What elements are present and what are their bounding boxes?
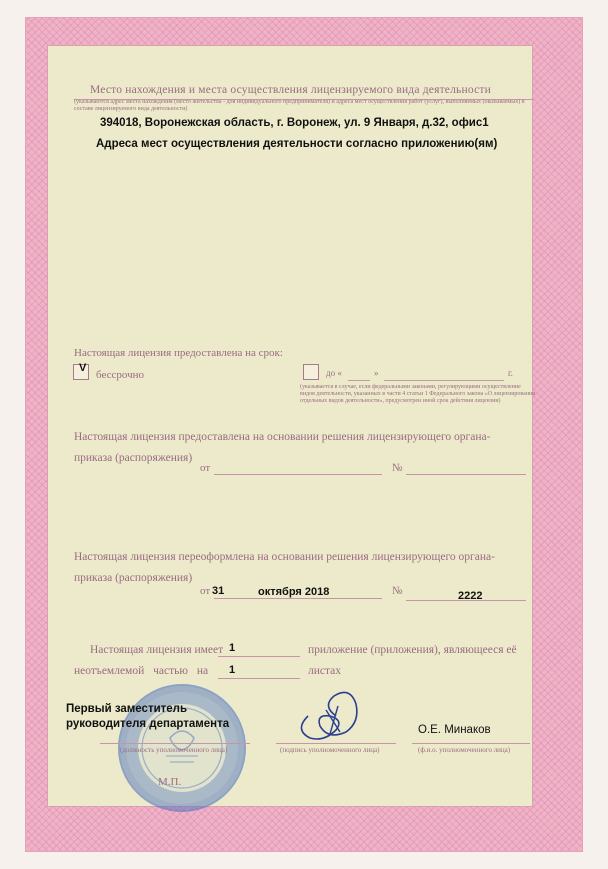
name-line xyxy=(412,743,530,744)
appendix-line2-a: неотъемлемой частью на xyxy=(74,665,209,677)
appendix-count: 1 xyxy=(229,642,236,654)
until-year-suffix: г. xyxy=(508,368,513,378)
reissue-day: 31 xyxy=(212,585,225,597)
until-note: (указывается в случае, если федеральными законами, регулирующими осуществление видов деятельности, указанных в части 4 статьи 1 Федерального закона «О лицензировании отдельных видов деятельности», предусмотрен иной срок действия лицензии) xyxy=(300,384,536,404)
basis-number: № xyxy=(392,462,403,474)
basis-number-line xyxy=(406,474,526,475)
reissue-date-line xyxy=(214,598,382,599)
appendix-count-line xyxy=(218,656,300,657)
basis-date-line xyxy=(214,474,382,475)
signature-line xyxy=(276,743,396,744)
basis-line1: Настоящая лицензия предоставлена на основании решения лицензирующего органа- xyxy=(74,431,491,443)
places-address: Адреса мест осуществления деятельности согласно приложению(ям) xyxy=(96,138,498,150)
seal-place-label: М.П. xyxy=(158,776,182,788)
term-label: Настоящая лицензия предоставлена на срок: xyxy=(74,347,283,359)
appendix-sheets-line xyxy=(218,678,300,679)
appendix-line1-a: Настоящая лицензия имеет xyxy=(90,644,224,656)
signer-name: О.Е. Минаков xyxy=(418,724,491,736)
signature-caption: (подпись уполномоченного лица) xyxy=(280,746,380,754)
until-day-line xyxy=(348,380,370,381)
basis-from: от xyxy=(200,462,211,474)
position-caption: (должность уполномоченного лица) xyxy=(120,746,228,754)
indefinite-label: бессрочно xyxy=(96,369,145,381)
until-mid: » xyxy=(374,368,379,378)
until-date-line xyxy=(384,380,504,381)
header-title: Место нахождения и места осуществления лицензируемого вида деятельности xyxy=(90,84,491,96)
name-caption: (ф.и.о. уполномоченного лица) xyxy=(418,746,511,754)
reissue-month-year: октября 2018 xyxy=(258,586,330,598)
until-checkbox[interactable] xyxy=(303,364,319,380)
reissue-number-line xyxy=(406,600,526,601)
position-line xyxy=(100,743,250,744)
appendix-line1-b: приложение (приложения), являющееся её xyxy=(308,644,517,656)
basis-line2: приказа (распоряжения) xyxy=(74,452,193,464)
reissue-order-no: 2222 xyxy=(458,590,483,602)
reissue-number: № xyxy=(392,585,403,597)
reissue-line2: приказа (распоряжения) xyxy=(74,572,193,584)
check-mark: V xyxy=(79,362,87,374)
main-address: 394018, Воронежская область, г. Воронеж, ул. 9 Января, д.32, офис1 xyxy=(100,117,489,129)
reissue-from: от xyxy=(200,585,211,597)
reissue-line1: Настоящая лицензия переоформлена на основании решения лицензирующего органа- xyxy=(74,551,495,563)
handwritten-signature xyxy=(286,680,376,750)
appendix-line2-b: листах xyxy=(308,665,342,677)
appendix-sheets: 1 xyxy=(229,664,236,676)
header-note: (указываются адрес места нахождения (место жительства - для индивидуального предпринимателя) и адреса мест осуществления работ (услуг), выполняемых (оказываемых) в составе лицензируемого вида деятельности) xyxy=(74,99,525,112)
until-prefix: до « xyxy=(326,368,342,378)
signer-position: Первый заместитель руководителя департамента xyxy=(66,703,230,730)
